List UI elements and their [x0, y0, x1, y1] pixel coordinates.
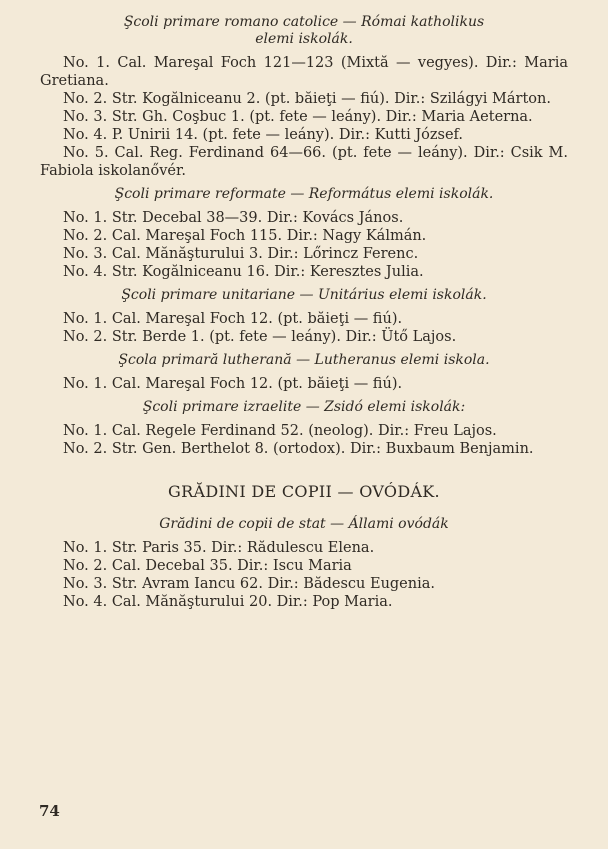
school-entry: No. 2. Str. Berde 1. (pt. fete — leány). Dir.: Ütő Lajos. — [63, 329, 457, 345]
school-entry: No. 3. Str. Gh. Coşbuc 1. (pt. fete — leány). Dir.: Maria Aeterna. — [63, 109, 533, 125]
kindergartens-heading: GRĂDINI DE COPII — OVÓDÁK. — [168, 482, 440, 501]
school-entry: No. 1. Cal. Mareşal Foch 12. (pt. băieţi — fiú). — [63, 376, 403, 392]
school-entry: No. 2. Str. Gen. Berthelot 8. (ortodox). Dir.: Buxbaum Benjamin. — [63, 441, 534, 457]
section-header-line: elemi iskolák. — [255, 31, 353, 47]
kindergarten-entry: No. 3. Str. Avram Iancu 62. Dir.: Bădescu Eugenia. — [63, 576, 435, 592]
school-entry: No. 1. Cal. Mareşal Foch 121—123 (Mixtă — vegyes). Dir.: Maria Gretiana. — [40, 55, 568, 89]
page-number: 74 — [39, 802, 60, 820]
school-entry: No. 1. Str. Decebal 38—39. Dir.: Kovács János. — [63, 210, 404, 226]
entry-list — [40, 209, 568, 281]
school-entry: No. 3. Cal. Mănăşturului 3. Dir.: Lőrincz Ferenc. — [63, 246, 419, 262]
entry-list — [40, 54, 568, 180]
school-entry: No. 1. Cal. Mareşal Foch 12. (pt. băieţi — fiú). — [63, 311, 403, 327]
section-reformed-schools — [40, 186, 568, 281]
subsection-header: Grădini de copii de stat — Állami ovódák — [159, 516, 449, 532]
kindergarten-entry: No. 2. Cal. Decebal 35. Dir.: Iscu Maria — [63, 558, 352, 574]
entry-list — [40, 539, 568, 611]
section-header-line: Şcoli primare reformate — Református elemi iskolák. — [114, 186, 494, 202]
section-header-line: Şcoli primare romano catolice — Római katholikus — [123, 14, 485, 30]
school-entry: No. 2. Str. Kogălniceanu 2. (pt. băieţi — fiú). Dir.: Szilágyi Márton. — [63, 91, 551, 107]
section-header-line: Şcola primară lutherană — Lutheranus elemi iskola. — [118, 352, 490, 368]
school-entry: No. 5. Cal. Reg. Ferdinand 64—66. (pt. fete — leány). Dir.: Csik M. Fabiola iskolanővér. — [40, 145, 568, 179]
school-entry: No. 1. Cal. Regele Ferdinand 52. (neolog). Dir.: Freu Lajos. — [63, 423, 497, 439]
school-entry: No. 2. Cal. Mareşal Foch 115. Dir.: Nagy Kálmán. — [63, 228, 427, 244]
section-unitarian-schools — [40, 287, 568, 346]
section-israelite-schools — [40, 399, 568, 458]
entry-list — [40, 375, 568, 393]
school-entry: No. 4. Str. Kogălniceanu 16. Dir.: Keresztes Julia. — [63, 264, 424, 280]
state-kindergartens-section — [40, 516, 568, 611]
section-lutheran-school — [40, 352, 568, 393]
entry-list — [40, 310, 568, 346]
entry-list — [40, 422, 568, 458]
section-header-line: Şcoli primare izraelite — Zsidó elemi iskolák: — [142, 399, 466, 415]
section-header-line: Şcoli primare unitariane — Unitárius elemi iskolák. — [121, 287, 487, 303]
page-text-block — [40, 14, 568, 611]
section-roman-catholic-schools — [40, 14, 568, 180]
school-entry: No. 4. P. Unirii 14. (pt. fete — leány). Dir.: Kutti József. — [63, 127, 463, 143]
kindergarten-entry: No. 1. Str. Paris 35. Dir.: Rădulescu Elena. — [63, 540, 375, 556]
kindergarten-entry: No. 4. Cal. Mănăşturului 20. Dir.: Pop Maria. — [63, 594, 393, 610]
